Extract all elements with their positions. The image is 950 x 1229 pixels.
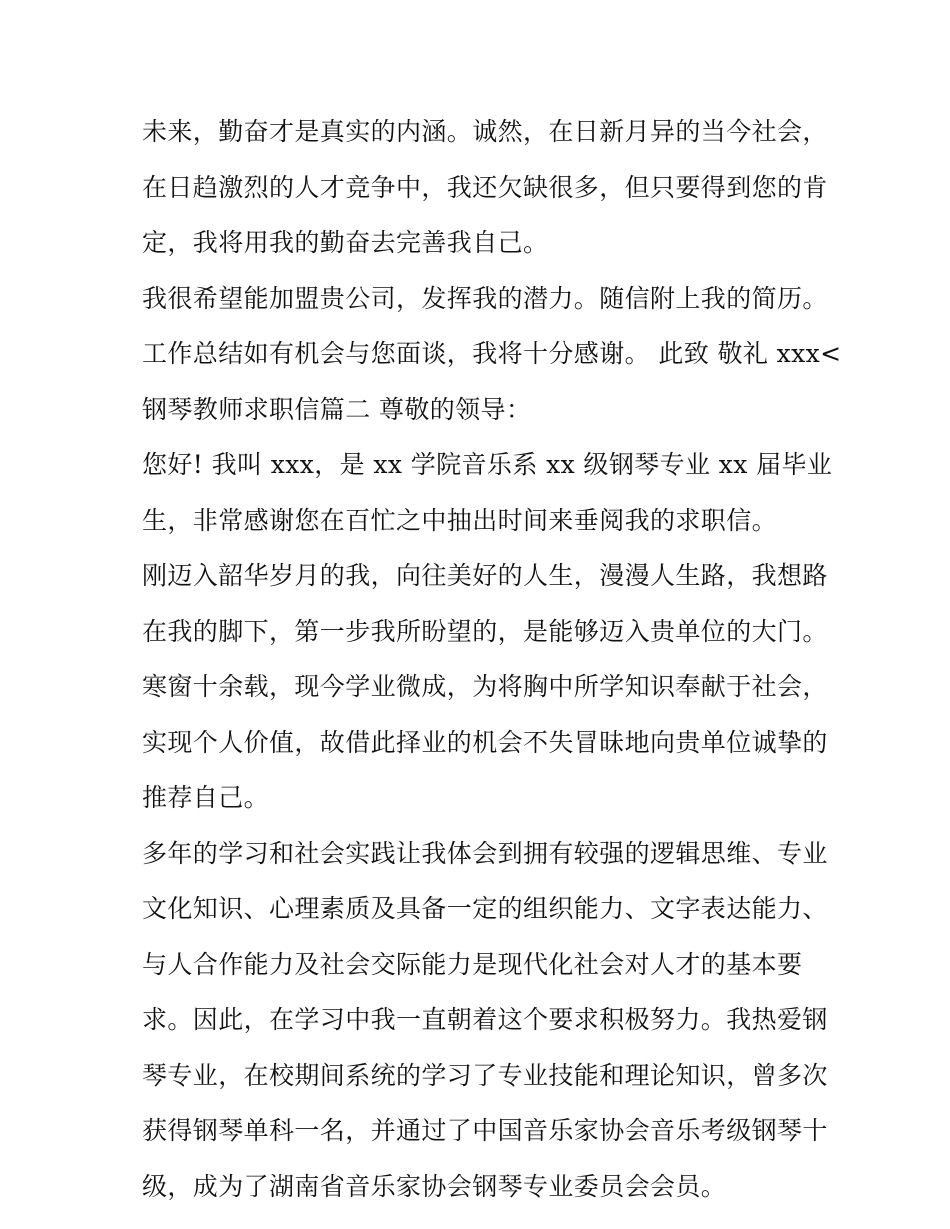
text-line: 多年的学习和社会实践让我体会到拥有较强的逻辑思维、专业 [142,838,828,868]
text-line: 在日趋激烈的人才竞争中，我还欠缺很多，但只要得到您的肯 [142,172,828,202]
text-line: 文化知识、心理素质及具备一定的组织能力、文字表达能力、 [142,894,828,923]
text-line: 您好! 我叫 xxx，是 xx 学院音乐系 xx 级钢琴专业 xx 届毕业 [142,450,833,479]
text-line: 钢琴教师求职信篇二 尊敬的领导： [142,394,532,424]
text-line: 刚迈入韶华岁月的我，向往美好的人生，漫漫人生路，我想路 [142,561,828,590]
text-line: 获得钢琴单科一名，并通过了中国音乐家协会音乐考级钢琴十 [142,1116,828,1145]
text-line: 琴专业，在校期间系统的学习了专业技能和理论知识，曾多次 [142,1060,828,1090]
text-line: 工作总结如有机会与您面谈，我将十分感谢。 此致 敬礼 xxx< [142,339,842,368]
text-line: 寒窗十余载，现今学业微成，为将胸中所学知识奉献于社会， [142,672,828,701]
text-line: 我很希望能加盟贵公司，发挥我的潜力。随信附上我的简历。 [142,283,828,313]
text-line: 与人合作能力及社会交际能力是现代化社会对人才的基本要 [142,949,803,979]
text-line: 在我的脚下，第一步我所盼望的，是能够迈入贵单位的大门。 [142,616,828,646]
text-line: 级，成为了湖南省音乐家协会钢琴专业委员会会员。 [142,1171,727,1201]
text-line: 实现个人价值，故借此择业的机会不失冒昧地向贵单位诚挚的 [142,727,828,757]
text-line: 生，非常感谢您在百忙之中抽出时间来垂阅我的求职信。 [142,505,778,535]
text-line: 求。因此，在学习中我一直朝着这个要求积极努力。我热爱钢 [142,1005,828,1034]
text-line: 未来，勤奋才是真实的内涵。诚然，在日新月异的当今社会， [142,117,828,146]
text-line: 定，我将用我的勤奋去完善我自己。 [142,228,549,257]
text-line: 推荐自己。 [142,783,270,812]
document-body [142,104,842,1214]
